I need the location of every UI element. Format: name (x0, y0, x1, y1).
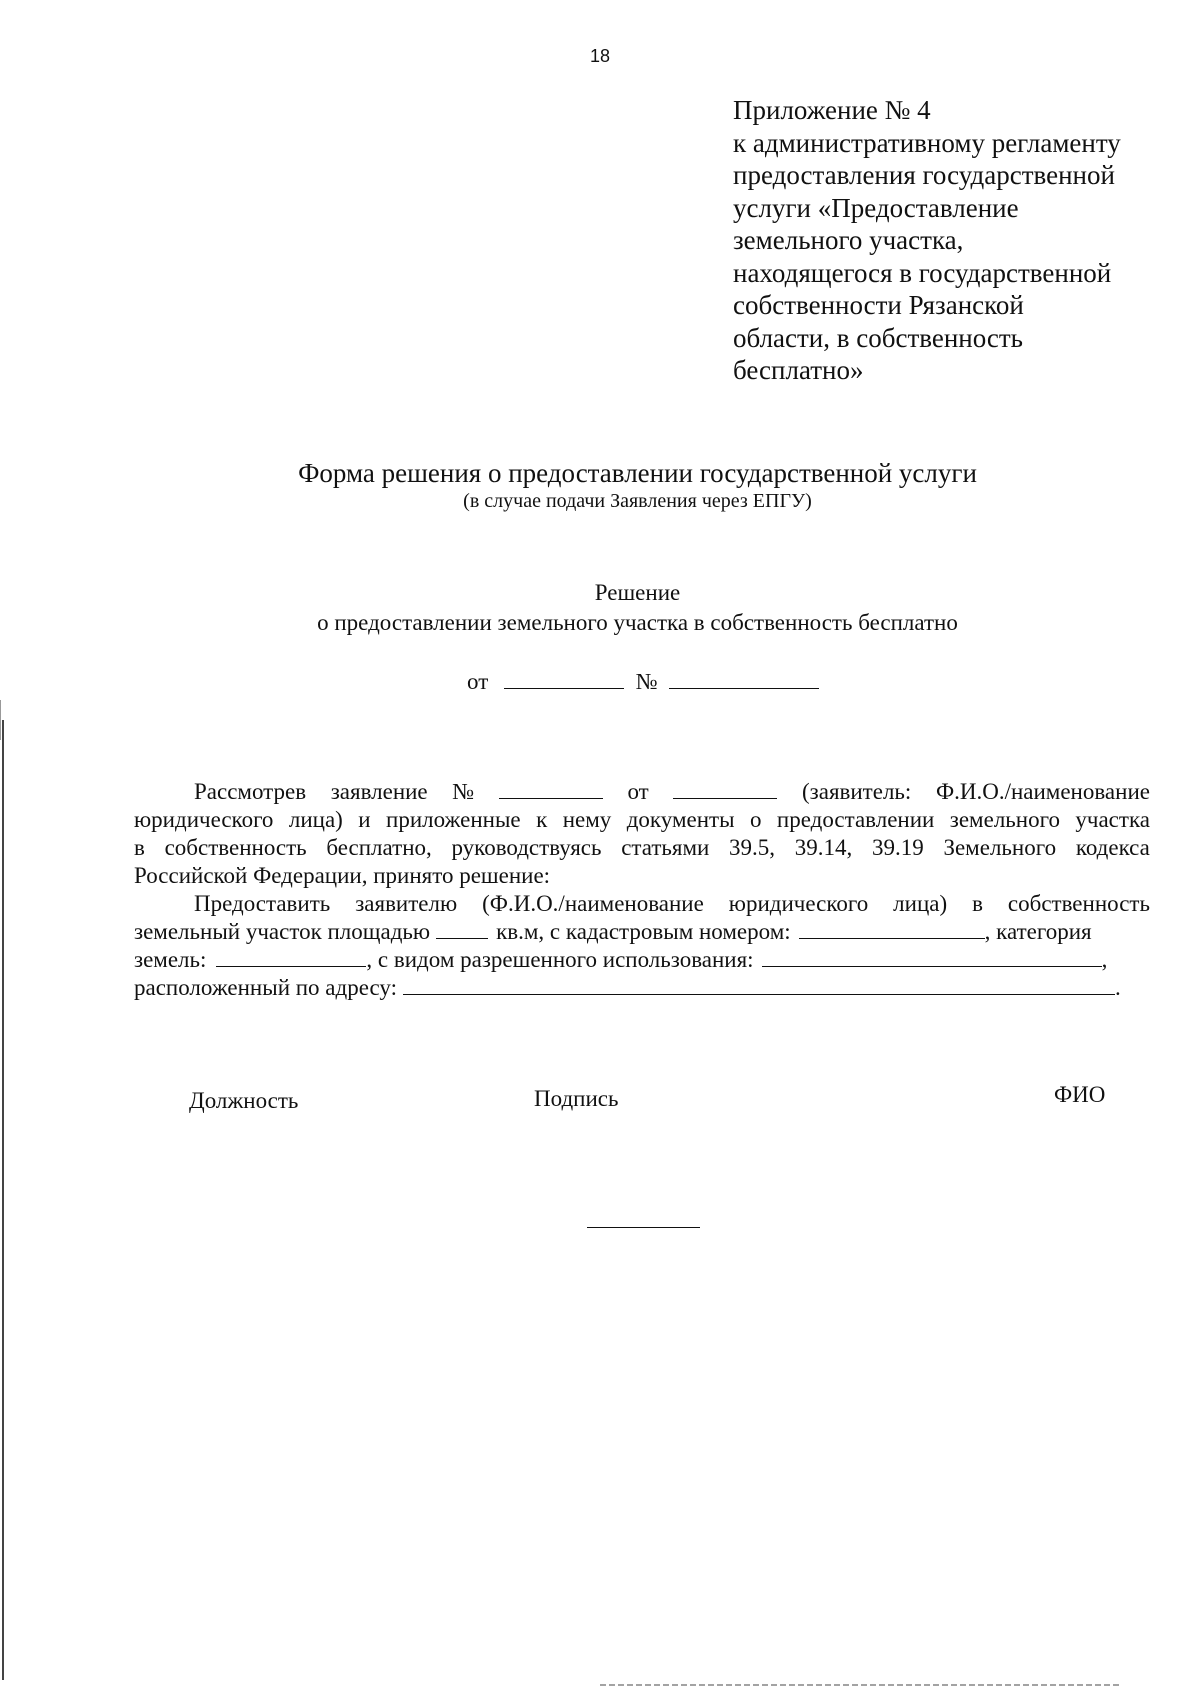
text-line (134, 918, 1150, 946)
text-word: статьями (621, 835, 710, 860)
text-word: собственность (1007, 891, 1150, 916)
text-word: 39.14, (794, 835, 853, 860)
text-word: в (972, 891, 983, 916)
scan-edge-artifact (0, 700, 1, 740)
closing-separator-line (587, 1227, 700, 1228)
text-line (134, 806, 1150, 834)
text-word: земельного (949, 807, 1060, 832)
text-line (134, 974, 1150, 1002)
form-title: Форма решения о предоставлении государственной услуги (298, 458, 977, 488)
text-word: руководствуясь (451, 835, 602, 860)
text-word: участка (1075, 807, 1150, 832)
application-date-field[interactable] (673, 778, 777, 799)
text-word: (Ф.И.О./наименование (482, 891, 704, 916)
appendix-line: области, в собственность (733, 322, 1023, 353)
scan-edge-artifact (2, 720, 4, 1680)
text-line (134, 890, 1150, 918)
text-fragment: кв.м, с кадастровым номером: (496, 919, 791, 944)
decision-date-field[interactable] (504, 668, 624, 689)
text-word: лица) (893, 891, 948, 916)
text-word: Рассмотрев (194, 779, 307, 804)
text-word: документы (626, 807, 735, 832)
text-fragment: , (1101, 947, 1108, 972)
text-word: юридического (134, 807, 274, 832)
text-fragment: земель: (134, 947, 207, 972)
text-fragment: . (1115, 975, 1121, 1000)
decision-subtitle: о предоставлении земельного участка в собственность бесплатно (317, 610, 958, 635)
text-word: Ф.И.О./наименование (935, 779, 1150, 804)
text-word: нему (562, 807, 612, 832)
land-category-field[interactable] (216, 946, 366, 967)
text-fragment: , категория (984, 919, 1092, 944)
text-word: от (627, 779, 649, 804)
text-word: юридического (728, 891, 869, 916)
text-word: 39.19 (871, 835, 924, 860)
appendix-line: предоставления государственной (733, 160, 1115, 190)
appendix-line: бесплатно» (733, 355, 864, 385)
application-number-field[interactable] (499, 778, 603, 799)
decision-title: Решение (594, 580, 681, 605)
text-word: к (536, 807, 548, 832)
appendix-line: земельного участка, (733, 225, 964, 255)
text-word: предоставлении (776, 807, 935, 832)
area-field[interactable] (436, 918, 488, 939)
signature-label: Подпись (534, 1086, 619, 1111)
number-prefix: № (635, 669, 658, 694)
text-fragment: , с видом разрешенного использования: (366, 947, 754, 972)
appendix-line: услуги «Предоставление (733, 192, 1019, 223)
text-word: приложенные (386, 807, 521, 832)
decision-date-number-line (467, 668, 819, 695)
paragraph-considering (134, 778, 1150, 1002)
appendix-line: находящегося в государственной (733, 257, 1112, 288)
text-word: 39.5, (729, 835, 776, 860)
text-line (134, 862, 1150, 890)
text-word: Земельного (943, 835, 1057, 860)
scan-noise-artifact (600, 1684, 1120, 1686)
text-word: (заявитель: (801, 779, 912, 804)
text-line-content: Российской Федерации, принято решение: (134, 863, 551, 888)
text-word: в (134, 835, 145, 860)
text-fragment: земельный участок площадью (134, 919, 431, 944)
text-word: Предоставить (194, 891, 331, 916)
text-word: и (358, 807, 371, 832)
text-word: бесплатно, (326, 835, 432, 860)
text-line (134, 834, 1150, 862)
appendix-line: собственности Рязанской (733, 290, 1024, 320)
text-word: заявителю (355, 891, 458, 916)
appendix-line: к административному регламенту (733, 127, 1121, 158)
cadastral-number-field[interactable] (799, 918, 985, 939)
address-field[interactable] (403, 974, 1115, 995)
date-prefix: от (467, 669, 489, 694)
permitted-use-field[interactable] (762, 946, 1102, 967)
text-line (134, 778, 1150, 806)
text-fragment: расположенный по адресу: (134, 975, 397, 1000)
text-word: о (749, 807, 762, 832)
decision-number-field[interactable] (669, 668, 819, 689)
text-word: заявление (330, 779, 428, 804)
signature-name-label: ФИО (1054, 1082, 1106, 1107)
page-number: 18 (589, 46, 611, 66)
appendix-line: Приложение № 4 (733, 95, 931, 125)
appendix-header (733, 94, 1173, 387)
text-word: собственность (164, 835, 307, 860)
text-word: № (452, 779, 475, 804)
text-word: кодекса (1075, 835, 1150, 860)
signature-position-label: Должность (189, 1088, 299, 1113)
form-subtitle: (в случае подачи Заявления через ЕПГУ) (463, 490, 812, 512)
text-line (134, 946, 1150, 974)
text-word: лица) (288, 807, 343, 832)
